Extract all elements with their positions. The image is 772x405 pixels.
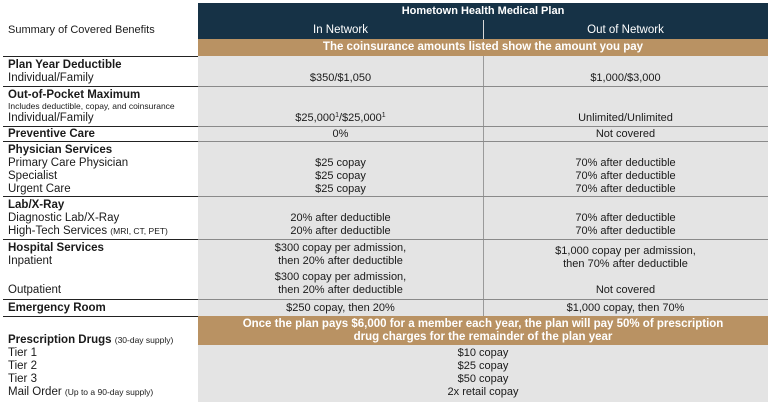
rx-tier-label: Tier 3 bbox=[8, 373, 37, 385]
deductible-in: $350/$1,050 bbox=[309, 72, 372, 84]
rx-title bbox=[8, 334, 173, 347]
rx-mail-label-text: Mail Order bbox=[8, 386, 62, 398]
lab-diag-label: Diagnostic Lab/X-Ray bbox=[8, 212, 120, 224]
lab-hitech-label bbox=[8, 225, 168, 238]
oop-in-value: $25,000 bbox=[295, 112, 336, 124]
inpatient-label: Inpatient bbox=[8, 255, 53, 267]
row-separator bbox=[3, 86, 198, 87]
lab-hitech-out: 70% after deductible bbox=[575, 225, 676, 237]
physician-item-label: Urgent Care bbox=[8, 183, 71, 195]
row-separator bbox=[3, 239, 198, 240]
er-out: $1,000 copay, then 70% bbox=[566, 302, 685, 314]
rx-banner-line-1: Once the plan pays $6,000 for a member each year, the plan will pay 50% of prescription bbox=[242, 318, 724, 330]
physician-item-label: Primary Care Physician bbox=[8, 157, 129, 169]
rx-tier-value: $10 copay bbox=[457, 347, 509, 359]
rx-mail-label bbox=[8, 386, 153, 399]
row-separator bbox=[3, 196, 198, 197]
outpatient-in-1: $300 copay per admission, bbox=[274, 271, 407, 283]
rx-tier-label: Tier 2 bbox=[8, 360, 37, 372]
row-separator bbox=[198, 141, 768, 142]
rx-mail-value: 2x retail copay bbox=[447, 386, 519, 398]
oop-sub: Individual/Family bbox=[8, 112, 94, 124]
outpatient-out: Not covered bbox=[595, 284, 656, 296]
deductible-out: $1,000/$3,000 bbox=[590, 72, 661, 84]
deductible-title: Plan Year Deductible bbox=[8, 59, 122, 71]
er-in: $250 copay, then 20% bbox=[286, 302, 395, 314]
summary-label: Summary of Covered Benefits bbox=[8, 24, 155, 36]
outpatient-in-2: then 20% after deductible bbox=[278, 284, 403, 296]
rx-title-note: (30-day supply) bbox=[114, 335, 174, 345]
row-separator bbox=[198, 126, 768, 127]
row-separator bbox=[3, 316, 198, 317]
row-separator bbox=[198, 196, 768, 197]
outpatient-label: Outpatient bbox=[8, 284, 62, 296]
rx-tier-value: $50 copay bbox=[457, 373, 509, 385]
rx-title-text: Prescription Drugs bbox=[8, 334, 112, 346]
oop-in-value2: $25,000 bbox=[342, 112, 382, 124]
lab-diag-out: 70% after deductible bbox=[575, 212, 676, 224]
row-separator bbox=[3, 126, 198, 127]
row-separator bbox=[198, 239, 768, 240]
oop-in-sep: / bbox=[338, 112, 343, 124]
coinsurance-banner: The coinsurance amounts listed show the amount you pay bbox=[198, 39, 768, 56]
hitech-note: (MRI, CT, PET) bbox=[110, 226, 168, 236]
physician-item-label: Specialist bbox=[8, 170, 58, 182]
physician-title: Physician Services bbox=[8, 144, 113, 156]
physician-item-in: $25 copay bbox=[315, 157, 366, 169]
rx-tier-value: $25 copay bbox=[457, 360, 509, 372]
lab-title: Lab/X-Ray bbox=[8, 199, 65, 211]
preventive-out: Not covered bbox=[595, 128, 656, 140]
lab-hitech-in: 20% after deductible bbox=[290, 225, 391, 237]
hospital-title: Hospital Services bbox=[8, 242, 104, 254]
inpatient-in-1: $300 copay per admission, bbox=[274, 242, 407, 254]
deductible-sub: Individual/Family bbox=[8, 72, 94, 84]
oop-in bbox=[198, 112, 483, 125]
rx-banner-line-2: drug charges for the remainder of the plan year bbox=[353, 331, 613, 343]
row-separator bbox=[3, 56, 198, 57]
oop-note: Includes deductible, copay, and coinsurance bbox=[8, 101, 175, 111]
rx-banner bbox=[198, 316, 768, 345]
row-separator bbox=[198, 299, 768, 300]
in-network-header: In Network bbox=[313, 24, 368, 36]
physician-item-out: 70% after deductible bbox=[575, 157, 676, 169]
lab-diag-in: 20% after deductible bbox=[290, 212, 391, 224]
oop-out: Unlimited/Unlimited bbox=[578, 112, 673, 124]
physician-item-out: 70% after deductible bbox=[575, 170, 676, 182]
out-network-header: Out of Network bbox=[587, 24, 664, 36]
preventive-in: 0% bbox=[332, 128, 349, 140]
row-separator bbox=[3, 141, 198, 142]
er-title: Emergency Room bbox=[8, 302, 106, 314]
preventive-title: Preventive Care bbox=[8, 128, 95, 140]
rx-tier-label: Tier 1 bbox=[8, 347, 37, 359]
inpatient-out-1: $1,000 copay per admission, bbox=[555, 245, 696, 257]
oop-title: Out-of-Pocket Maximum bbox=[8, 89, 141, 101]
footnote-marker: 1 bbox=[381, 112, 386, 119]
physician-item-in: $25 copay bbox=[315, 183, 366, 195]
inpatient-in-2: then 20% after deductible bbox=[278, 255, 403, 267]
physician-item-in: $25 copay bbox=[315, 170, 366, 182]
physician-item-out: 70% after deductible bbox=[575, 183, 676, 195]
inpatient-out-2: then 70% after deductible bbox=[563, 258, 688, 270]
hitech-label-text: High-Tech Services bbox=[8, 225, 108, 237]
plan-title: Hometown Health Medical Plan bbox=[401, 5, 565, 17]
footnote-marker: 1 bbox=[335, 112, 339, 119]
rx-mail-note: (Up to a 90-day supply) bbox=[64, 387, 154, 397]
row-separator bbox=[198, 86, 768, 87]
row-separator bbox=[3, 299, 198, 300]
